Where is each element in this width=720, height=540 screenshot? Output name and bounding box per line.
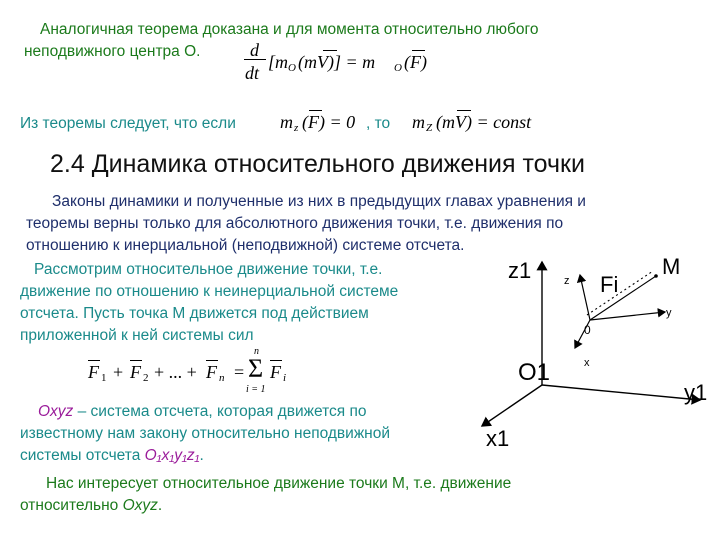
f4-sub-1: 1 (101, 372, 107, 384)
f2-vec-f (309, 110, 322, 111)
f1-fraction-bar (244, 59, 266, 60)
f1-lhs: [m (268, 52, 289, 72)
f4-f2: F (130, 362, 141, 382)
f4-plus: + (113, 362, 124, 382)
axis-z (580, 275, 590, 320)
para3-line1: Законы динамики и полученные из них в предыдущих главах уравнения и (52, 193, 586, 210)
section-number: 2.4 (50, 150, 85, 178)
formula-force-sum (88, 346, 288, 396)
para2-to: , то (366, 115, 391, 132)
f3-vec-v (457, 110, 471, 111)
oxyz-label: Oxyz (38, 403, 74, 420)
f4-dots: + ... + (154, 362, 197, 382)
para6-oxyz: Oxyz (122, 497, 158, 514)
label-o1: O1 (518, 359, 551, 386)
f4-sub-2: 2 (143, 372, 149, 384)
label-fi: Fi (600, 272, 619, 297)
f1-rhs: (F) (404, 52, 427, 72)
f1-vec-f (412, 50, 425, 51)
f4-sum-bot: i = 1 (246, 384, 266, 395)
para1-line2: неподвижного центра O. (24, 43, 201, 60)
label-m: M (662, 254, 681, 279)
para3-line3: отношению к инерциальной (неподвижной) системе отсчета. (26, 237, 465, 254)
reference-frames-diagram (460, 250, 720, 460)
formula-mz-zero (280, 104, 380, 134)
f4-vec-n (206, 360, 218, 361)
point-m (654, 274, 658, 278)
f2-sub-z: z (294, 122, 299, 134)
f4-sigma: Σ (248, 354, 264, 383)
f4-sum-top: n (254, 346, 259, 357)
label-z: z (564, 275, 570, 287)
formula-mz-const (412, 104, 572, 134)
vector-om-dashed (587, 271, 653, 315)
f2-rest: (F) = 0 (302, 112, 356, 132)
para4-line4: приложенной к ней системы сил (20, 327, 254, 344)
f1-d: d (250, 40, 259, 60)
f4-sub-i: i (283, 372, 287, 384)
para5-line2: известному нам закону относительно неподвижной (20, 425, 391, 442)
para5-dot: . (199, 447, 204, 464)
f2-m: m (280, 112, 293, 132)
f3-m: m (412, 112, 425, 132)
formula-moment-theorem (244, 38, 474, 100)
label-z1: z1 (508, 258, 532, 283)
para5-line3 (20, 446, 204, 466)
f3-sub-z: Z (426, 122, 433, 134)
para1-line1: Аналогичная теорема доказана и для момента относительно любого (40, 21, 539, 38)
section-title: Динамика относительного движения точки (91, 150, 585, 178)
f1-sub-o: O (288, 62, 296, 74)
f4-sub-n: n (219, 372, 225, 384)
para2-prefix: Из теоремы следует, что если (20, 115, 236, 132)
label-y: y (666, 307, 672, 319)
f4-eq: = (234, 362, 245, 382)
label-x: x (584, 357, 590, 369)
para6-dot: . (157, 497, 163, 514)
para5-rest1: – система отсчета, которая движется по (73, 403, 367, 420)
f1-mid: (mV)] = m (298, 52, 376, 72)
f4-vec-i (270, 360, 282, 361)
para6-line2 (20, 496, 162, 516)
para6-line2-prefix: относительно (20, 497, 123, 514)
axis-y (590, 312, 665, 320)
axis-y1 (542, 385, 700, 400)
f4-vec-2 (130, 360, 142, 361)
f1-vec-v (323, 50, 337, 51)
f4-fi: F (270, 362, 281, 382)
label-y1: y1 (684, 380, 708, 405)
para5-line1 (38, 402, 366, 422)
para5-line3-prefix: системы отсчета (20, 447, 145, 464)
f1-dt: dt (245, 63, 260, 83)
f4-f1: F (88, 362, 99, 382)
label-o: 0 (584, 323, 591, 337)
para4-line2: движение по отношению к неинерциальной системе (20, 283, 399, 300)
f4-vec-1 (88, 360, 100, 361)
para3-line2: теоремы верны только для абсолютного движения точки, т.е. движения по (26, 215, 564, 232)
o1x1y1z1-label: O₁x₁y₁z₁ (144, 447, 200, 464)
f3-rest: (mV) = const (436, 112, 532, 132)
f1-sub-o2: O (394, 62, 402, 74)
para4-line1: Рассмотрим относительное движение точки, т.е. (34, 261, 383, 278)
para6-line1: Нас интересует относительное движение точки М, т.е. движение (46, 475, 512, 492)
axis-x1 (482, 385, 542, 426)
f4-fn: F (206, 362, 217, 382)
label-x1: x1 (486, 426, 510, 451)
section-heading (50, 150, 585, 179)
para4-line3: отсчета. Пусть точка М движется под действием (20, 305, 369, 322)
